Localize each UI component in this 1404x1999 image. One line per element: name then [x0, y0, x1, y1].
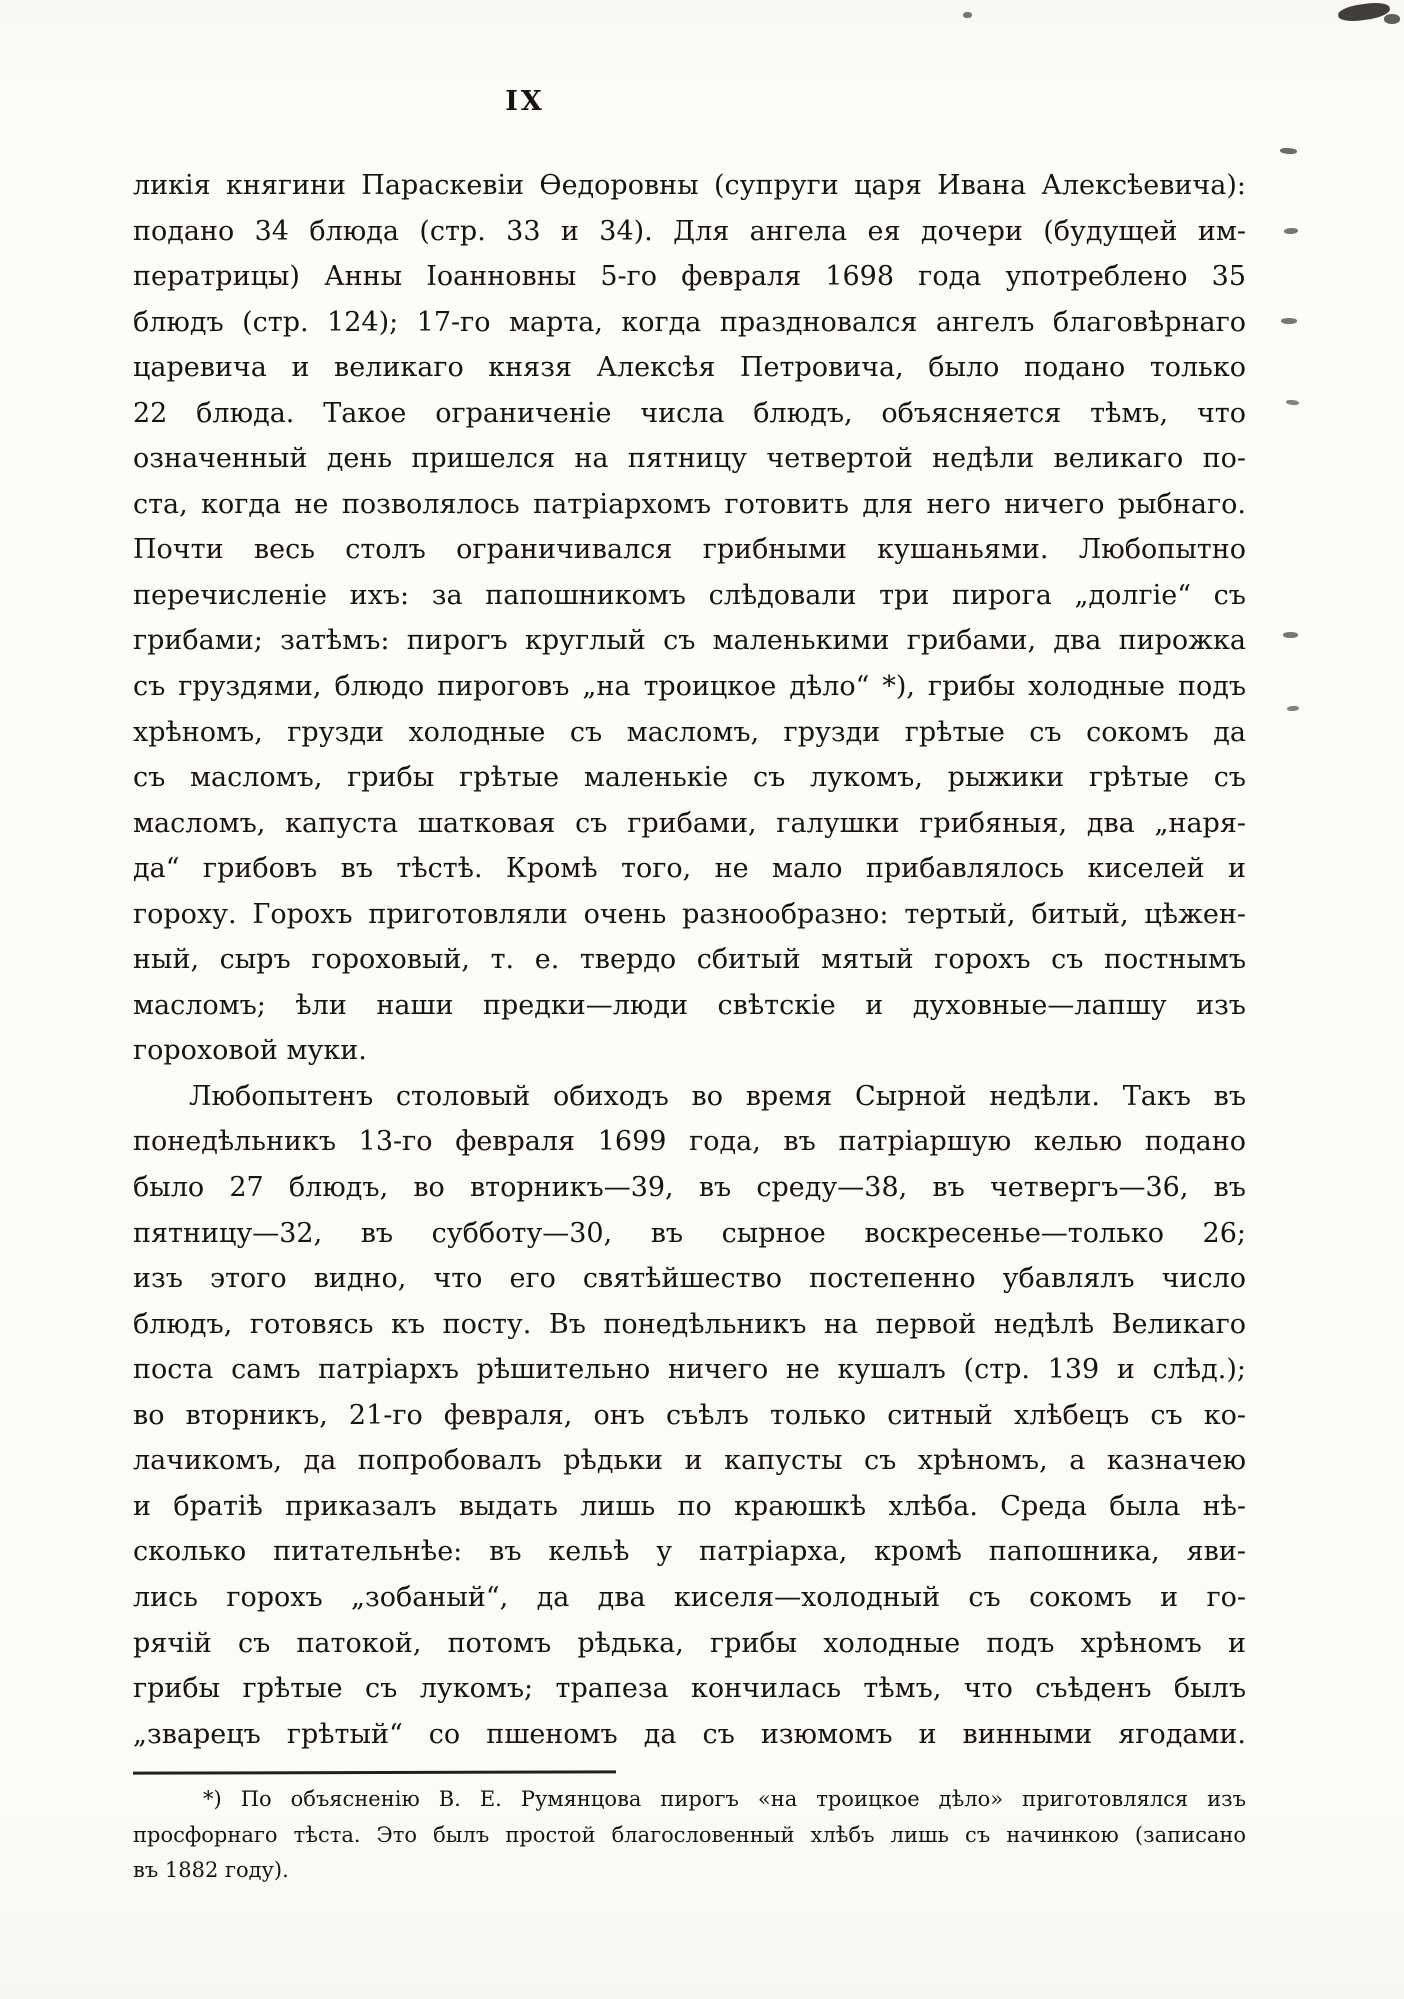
- footnote-line: въ 1882 году).: [133, 1858, 289, 1882]
- text-line: грибы грѣтые съ лукомъ; трапеза кончилась тѣмъ, что съѣденъ былъ: [133, 1673, 1246, 1705]
- text-line: гороховой муки.: [133, 1035, 367, 1067]
- footnote-line: просфорнаго тѣста. Это былъ простой благословенный хлѣбъ лишь съ начинкою (записано: [133, 1822, 1246, 1847]
- scan-artifact: [1384, 14, 1400, 24]
- ink-speck: [963, 12, 972, 18]
- text-line: Почти весь столъ ограничивался грибными кушаньями. Любопытно: [133, 534, 1246, 566]
- text-line: масломъ, капуста шатковая съ грибами, галушки грибяныя, два „наря-: [133, 807, 1246, 839]
- page-body: [133, 163, 1246, 1757]
- ink-speck: [1281, 318, 1297, 324]
- text-line: царевича и великаго князя Алексѣя Петровича, было подано только: [133, 352, 1246, 384]
- text-line: было 27 блюдъ, во вторникъ—39, въ среду—38, въ четвергъ—36, въ: [133, 1172, 1246, 1204]
- text-line: блюдъ (стр. 124); 17-го марта, когда праздновался ангелъ благовѣрнаго: [133, 306, 1246, 338]
- text-line: подано 34 блюда (стр. 33 и 34). Для ангела ея дочери (будущей им-: [133, 215, 1246, 247]
- text-line: лачикомъ, да попробовалъ рѣдьки и капусты съ хрѣномъ, а казначею: [133, 1445, 1246, 1477]
- text-line: и братіѣ приказалъ выдать лишь по краюшкѣ хлѣба. Среда была нѣ-: [133, 1490, 1246, 1522]
- text-line: сколько питательнѣе: въ кельѣ у патріарха, кромѣ папошника, яви-: [133, 1536, 1246, 1568]
- text-line: 22 блюда. Такое ограниченіе числа блюдъ, объясняется тѣмъ, что: [133, 397, 1246, 429]
- ink-speck: [1287, 706, 1299, 712]
- footnote-line: *) По объясненію В. Е. Румянцова пирогъ «на троицкое дѣло» приготовлялся изъ: [203, 1787, 1246, 1811]
- ink-speck: [1280, 147, 1297, 154]
- text-line: грибами; затѣмъ: пирогъ круглый съ маленькими грибами, два пирожка: [133, 625, 1246, 657]
- text-line: масломъ; ѣли наши предки—люди свѣтскіе и духовные—лапшу изъ: [133, 989, 1246, 1021]
- text-line: блюдъ, готовясь къ посту. Въ понедѣльникъ на первой недѣлѣ Великаго: [133, 1308, 1246, 1340]
- text-line: хрѣномъ, грузди холодные съ масломъ, грузди грѣтые съ сокомъ да: [133, 716, 1246, 748]
- text-line: Любопытенъ столовый обиходъ во время Сырной недѣли. Такъ въ: [189, 1080, 1246, 1112]
- text-line: „зварецъ грѣтый“ со пшеномъ да съ изюмомъ и винными ягодами.: [133, 1718, 1246, 1750]
- footnote-divider: [133, 1770, 616, 1774]
- text-line: ста, когда не позволялось патріархомъ готовить для него ничего рыбнаго.: [133, 488, 1246, 520]
- text-line: рячій съ патокой, потомъ рѣдька, грибы холодные подъ хрѣномъ и: [133, 1627, 1246, 1659]
- ink-speck: [1286, 399, 1299, 405]
- text-line: означенный день пришелся на пятницу четвертой недѣли великаго по-: [133, 443, 1246, 475]
- text-line: да“ грибовъ въ тѣстѣ. Кромѣ того, не мало прибавлялось киселей и: [133, 853, 1246, 885]
- text-line: пятницу—32, въ субботу—30, въ сырное воскресенье—только 26;: [133, 1217, 1246, 1249]
- text-line: съ масломъ, грибы грѣтые маленькіе съ лукомъ, рыжики грѣтые съ: [133, 762, 1246, 794]
- text-line: гороху. Горохъ приготовляли очень разнообразно: тертый, битый, цѣжен-: [133, 898, 1246, 930]
- text-line: во вторникъ, 21-го февраля, онъ съѣлъ только ситный хлѣбецъ съ ко-: [133, 1399, 1246, 1431]
- text-line: съ груздями, блюдо пироговъ „на троицкое дѣло“ *), грибы холодные подъ: [133, 671, 1246, 703]
- text-line: изъ этого видно, что его святѣйшество постепенно убавлялъ число: [133, 1263, 1246, 1295]
- footnote: [133, 1782, 1246, 1889]
- paragraph-2: [133, 1074, 1246, 1757]
- ink-speck: [1284, 228, 1298, 235]
- page-number: IX: [505, 86, 545, 117]
- text-line: лись горохъ „зобаный“, да два киселя—холодный съ сокомъ и го-: [133, 1581, 1246, 1613]
- text-line: перечисленіе ихъ: за папошникомъ слѣдовали три пирога „долгіе“ съ: [133, 579, 1246, 611]
- paragraph-1: [133, 163, 1246, 1074]
- text-line: ликія княгини Параскевіи Ѳедоровны (супруги царя Ивана Алексѣевича):: [133, 170, 1246, 201]
- text-line: поста самъ патріархъ рѣшительно ничего не кушалъ (стр. 139 и слѣд.);: [133, 1354, 1246, 1386]
- text-line: ператрицы) Анны Іоанновны 5-го февраля 1698 года употреблено 35: [133, 261, 1246, 293]
- text-line: ный, сыръ гороховый, т. е. твердо сбитый мятый горохъ съ постнымъ: [133, 944, 1246, 976]
- ink-speck: [1283, 632, 1298, 638]
- scan-artifact: [1337, 0, 1391, 23]
- text-line: понедѣльникъ 13-го февраля 1699 года, въ патріаршую келью подано: [133, 1126, 1246, 1158]
